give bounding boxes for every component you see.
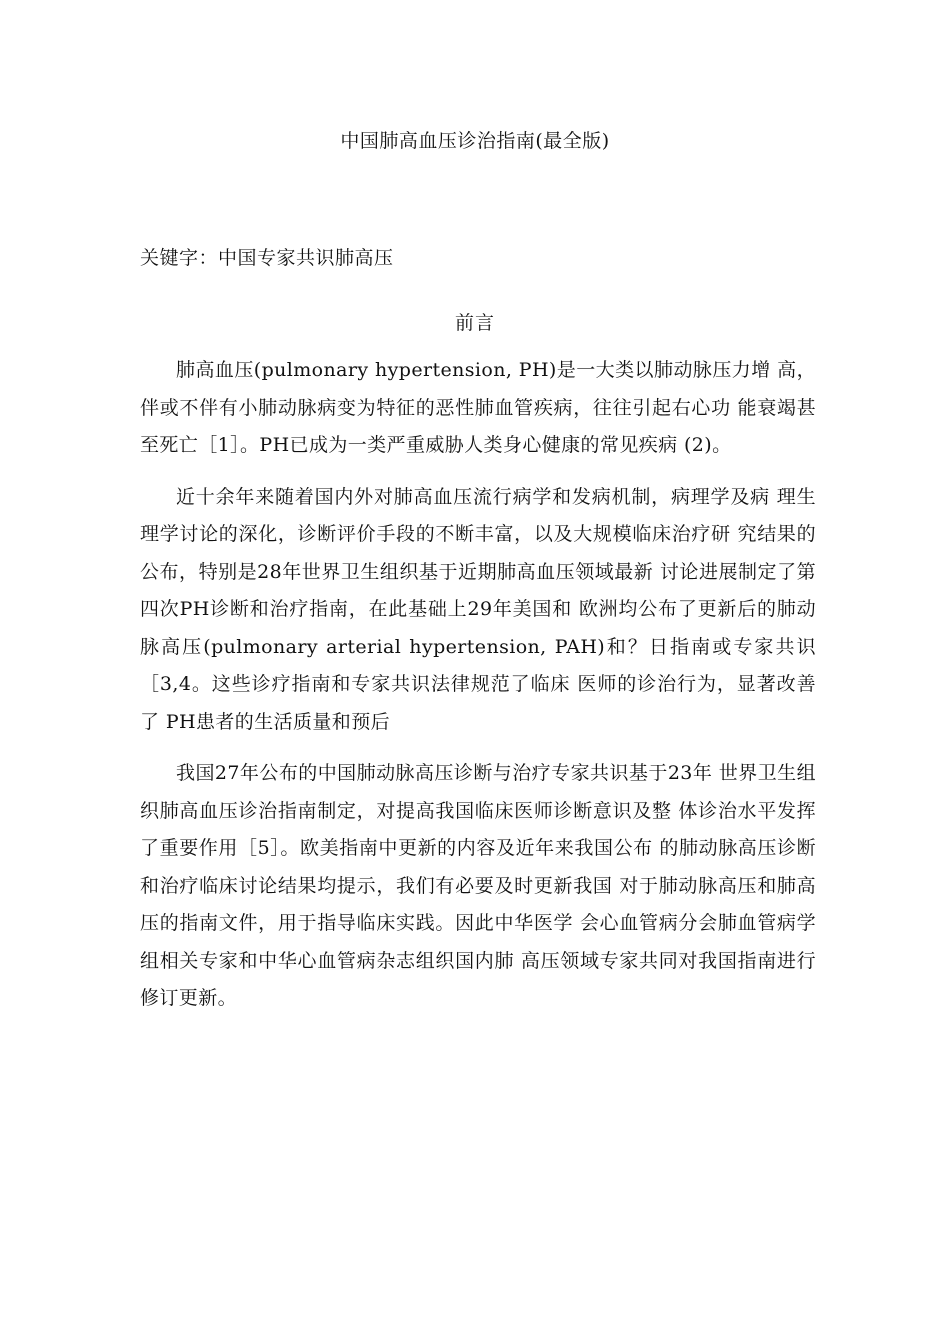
document-title: 中国肺高血压诊治指南(最全版) <box>340 130 610 152</box>
section-heading-preface: 前言 <box>454 312 495 334</box>
body-text <box>140 352 816 1032</box>
paragraph-1: 肺高血压(pulmonary hypertension, PH)是一大类以肺动脉压力增 高，伴或不伴有小肺动脉病变为特征的恶性肺血管疾病，往往引起右心功 能衰竭甚至死亡［1］。PH已成为一类严重威胁人类身心健康的常见疾病 (2)。 <box>140 359 816 456</box>
keywords-line: 关键字：中国专家共识肺高压 <box>140 247 394 269</box>
paragraph-3: 我国27年公布的中国肺动脉高压诊断与治疗专家共识基于23年 世界卫生组织肺高血压诊治指南制定，对提高我国临床医师诊断意识及整 体诊治水平发挥了重要作用［5］。欧美指南中更新的内容及近年来我国公布 的肺动脉高压诊断和治疗临床讨论结果均提示，我们有必要及时更新我国 对于肺动脉高压和肺高压的指南文件，用于指导临床实践。因此中华医学 会心血管病分会肺血管病学组相关专家和中华心血管病杂志组织国内肺 高压领域专家共同对我国指南进行修订更新。 <box>140 762 816 1009</box>
paragraph-2: 近十余年来随着国内外对肺高血压流行病学和发病机制，病理学及病 理生理学讨论的深化，诊断评价手段的不断丰富，以及大规模临床治疗研 究结果的公布，特别是28年世界卫生组织基于近期肺高血压领域最新 讨论进展制定了第四次PH诊断和治疗指南，在此基础上29年美国和 欧洲均公布了更新后的肺动脉高压(pulmonary arterial hypertension, PAH)和？日指南或专家共识［3,4。这些诊疗指南和专家共识法律规范了临床 医师的诊治行为，显著改善了 PH患者的生活质量和预后 <box>140 485 816 733</box>
